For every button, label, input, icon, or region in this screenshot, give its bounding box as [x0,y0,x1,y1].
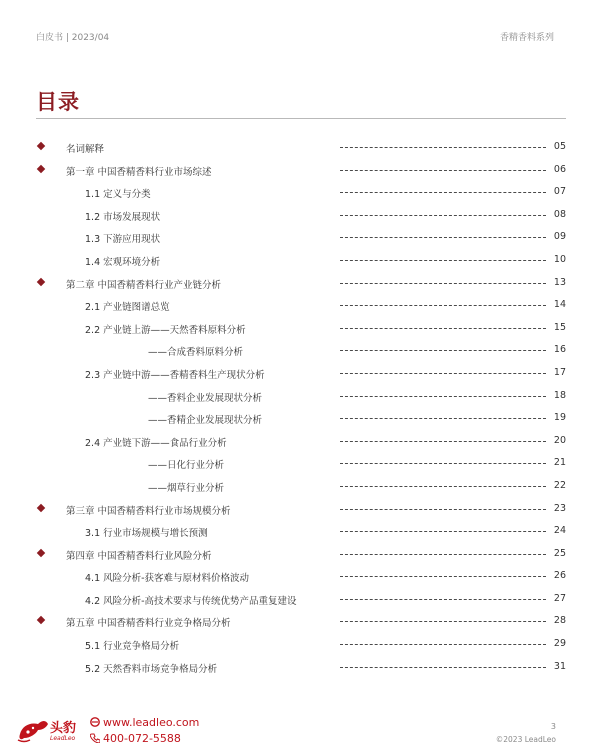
dot-leader [340,531,546,532]
brand-name: 头豹 [50,721,77,736]
dot-leader [340,621,546,622]
toc-entry[interactable] [36,500,566,523]
toc-entry-label: 4.2 风险分析-高技术要求与传统优势产品重复建设 [85,595,297,607]
dot-leader [340,463,546,464]
toc-entry-label: 1.1 定义与分类 [85,189,151,201]
toc-entry[interactable] [36,138,566,161]
toc-entry-page: 24 [553,525,566,537]
page-header [36,30,554,44]
toc-entry-page: 20 [553,434,566,446]
toc-entry-page: 18 [553,389,566,401]
toc-entry-page: 16 [553,344,566,356]
toc-entry-label: ——日化行业分析 [148,460,225,472]
toc-entry-label: 2.2 产业链上游——天然香料原料分析 [85,324,246,336]
toc-entry[interactable] [36,477,566,500]
toc-entry[interactable] [36,658,566,681]
toc-entry-page: 08 [553,208,566,220]
brand-name-en: LeadLeo [50,735,76,742]
toc-entry-page: 21 [553,457,566,469]
toc-entry-label: 2.1 产业链图谱总览 [85,302,170,314]
dot-leader [340,170,546,171]
toc-entry-page: 28 [553,615,566,627]
copyright: ©2023 LeadLeo [495,735,556,744]
diamond-bullet-icon [37,548,45,556]
dot-leader [340,215,546,216]
toc-entry-label: 1.3 下游应用现状 [85,234,161,246]
toc-entry[interactable] [36,545,566,568]
header-series: 香精香料系列 [499,33,554,43]
toc-entry-label: 第二章 中国香精香料行业产业链分析 [66,279,222,291]
toc-entry-label: 第三章 中国香精香料行业市场规模分析 [66,505,231,517]
dot-leader [340,373,546,374]
toc-entry-page: 23 [553,502,566,514]
dot-leader [340,644,546,645]
toc-entry-label: ——烟草行业分析 [148,482,225,494]
toc-entry-label: 3.1 行业市场规模与增长预测 [85,528,208,540]
dot-leader [340,260,546,261]
dot-leader [340,283,546,284]
dot-leader [340,192,546,193]
toc-entry[interactable] [36,251,566,274]
toc-entry-page: 25 [553,547,566,559]
dot-leader [340,418,546,419]
toc-entry[interactable] [36,296,566,319]
toc-entry-page: 10 [553,253,566,265]
toc-entry[interactable] [36,522,566,545]
dot-leader [340,350,546,351]
toc-entry-page: 19 [553,412,566,424]
toc-entry-label: 5.2 天然香料市场竞争格局分析 [85,663,218,675]
website-link[interactable] [90,716,199,729]
toc-entry[interactable] [36,590,566,613]
toc-entry-label: ——合成香料原料分析 [148,347,244,359]
toc-entry[interactable] [36,319,566,342]
dot-leader [340,599,546,600]
toc-entry[interactable] [36,364,566,387]
toc-entry[interactable] [36,387,566,410]
toc-entry[interactable] [36,274,566,297]
page-number: 3 [550,722,556,731]
page-title: 目录 [36,90,80,114]
toc-entry[interactable] [36,454,566,477]
toc-entry-page: 22 [553,479,566,491]
toc-entry-label: 名词解释 [66,144,105,155]
toc-entry-label: 第四章 中国香精香料行业风险分析 [66,550,212,562]
toc-entry[interactable] [36,612,566,635]
toc-entry-page: 27 [553,592,566,604]
website-text: www.leadleo.com [103,716,200,729]
dot-leader [340,667,546,668]
dot-leader [340,576,546,577]
diamond-bullet-icon [37,277,45,285]
toc-entry-page: 09 [553,231,566,243]
toc-entry-label: ——香料企业发展现状分析 [148,392,263,404]
toc-entry[interactable] [36,409,566,432]
dot-leader [340,509,546,510]
toc-entry[interactable] [36,635,566,658]
toc-entry-label: 第五章 中国香精香料行业竞争格局分析 [66,618,231,630]
table-of-contents [36,138,566,680]
toc-entry[interactable] [36,161,566,184]
header-doc-info: 白皮书 | 2023/04 [36,33,110,43]
toc-entry[interactable] [36,183,566,206]
web-icon [90,717,100,727]
dot-leader [340,328,546,329]
title-divider [36,118,566,119]
dot-leader [340,305,546,306]
diamond-bullet-icon [37,164,45,172]
toc-entry-label: 1.2 市场发展现状 [85,211,161,223]
diamond-bullet-icon [37,616,45,624]
toc-entry-page: 29 [553,638,566,650]
toc-entry-page: 31 [553,660,566,672]
dot-leader [340,441,546,442]
diamond-bullet-icon [37,503,45,511]
toc-entry-label: 1.4 宏观环境分析 [85,256,161,268]
toc-entry-label: ——香精企业发展现状分析 [148,415,263,427]
toc-entry-page: 06 [553,163,566,175]
toc-entry-label: 4.1 风险分析-获客难与原材料价格波动 [85,573,250,585]
toc-entry-label: 第一章 中国香精香料行业市场综述 [66,166,212,178]
dot-leader [340,396,546,397]
toc-entry[interactable] [36,341,566,364]
toc-entry-page: 14 [553,299,566,311]
toc-entry[interactable] [36,206,566,229]
toc-entry-label: 2.3 产业链中游——香精香料生产现状分析 [85,369,265,381]
dot-leader [340,237,546,238]
toc-entry-label: 5.1 行业竞争格局分析 [85,641,180,653]
dot-leader [340,554,546,555]
toc-entry-page: 07 [553,186,566,198]
toc-entry-page: 13 [553,276,566,288]
toc-entry[interactable] [36,567,566,590]
toc-entry-page: 15 [553,321,566,333]
toc-entry-page: 17 [553,366,566,378]
phone-text: 400-072-5588 [103,732,181,745]
toc-entry-page: 05 [553,141,566,152]
toc-entry[interactable] [36,432,566,455]
diamond-bullet-icon [37,142,45,150]
phone-icon [90,733,100,743]
toc-entry-label: 2.4 产业链下游——食品行业分析 [85,437,227,449]
dot-leader [340,147,546,148]
toc-entry-page: 26 [553,570,566,582]
dot-leader [340,486,546,487]
phone-contact[interactable] [90,732,181,745]
toc-entry[interactable] [36,228,566,251]
